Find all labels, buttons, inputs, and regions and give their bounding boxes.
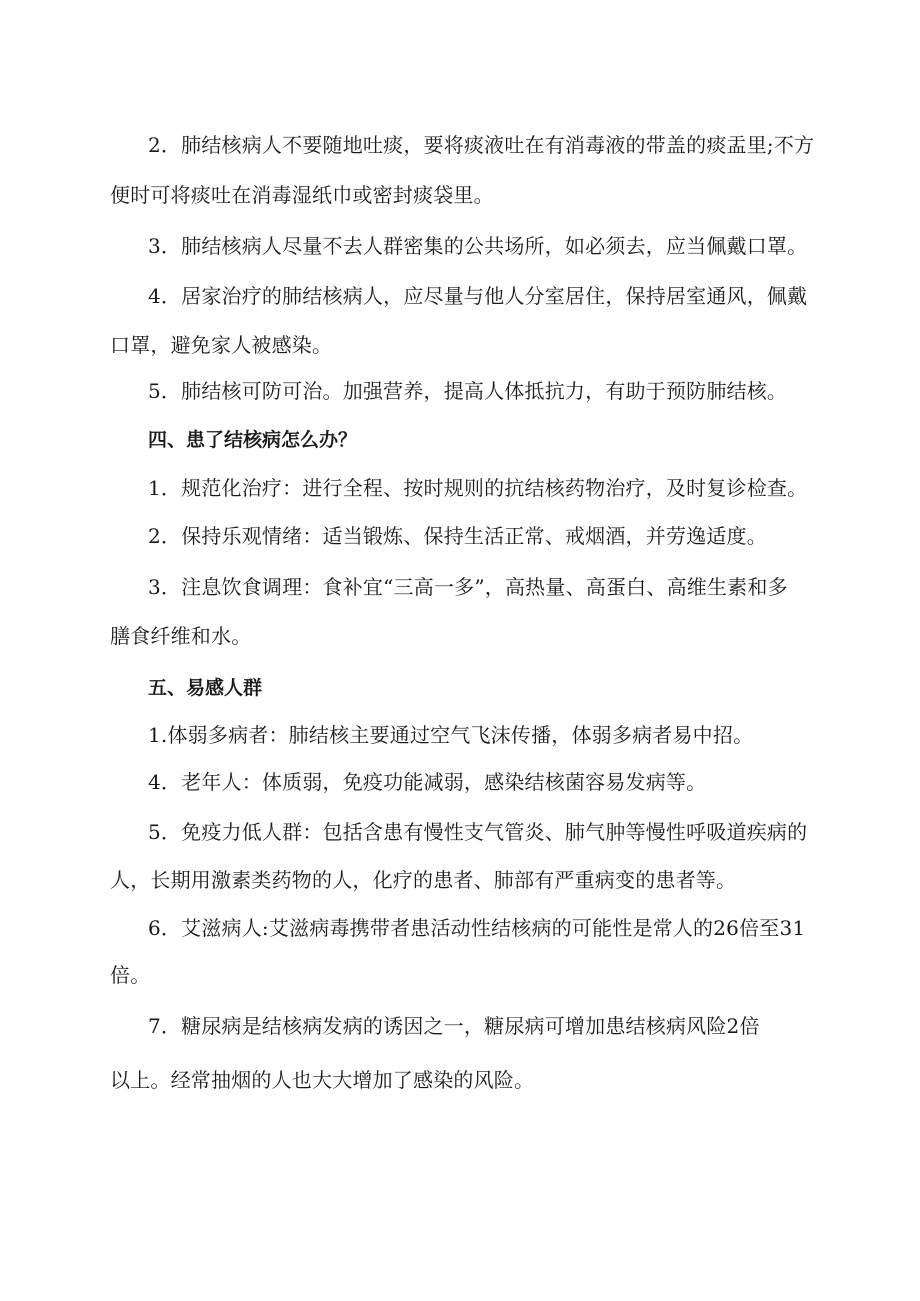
paragraph-line: 4．居家治疗的肺结核病人，应尽量与他人分室居住，保持居室通风，佩戴 [148, 284, 808, 308]
list-item: 5．免疫力低人群：包括含患有慢性支气管炎、肺气肿等慢性呼吸道疾病的 [148, 820, 808, 844]
section-heading: 四、患了结核病怎么办？ [148, 429, 358, 451]
section-heading: 五、易感人群 [148, 677, 263, 699]
list-item: 4．老年人：体质弱，免疫功能减弱，感染结核菌容易发病等。 [148, 770, 707, 794]
paragraph-line: 便时可将痰吐在消毒湿纸巾或密封痰袋里。 [110, 183, 494, 207]
list-item-continuation: 膳食纤维和水。 [110, 624, 252, 648]
list-item: 2．保持乐观情绪：适当锻炼、保持生活正常、戒烟酒，并劳逸适度。 [148, 524, 767, 548]
list-item-continuation: 倍。 [110, 963, 151, 987]
paragraph-line: 3．肺结核病人尽量不去人群密集的公共场所，如必须去，应当佩戴口罩。 [148, 234, 808, 258]
list-item-continuation: 以上。经常抽烟的人也大大增加了感染的风险。 [110, 1068, 535, 1092]
list-item: 7．糖尿病是结核病发病的诱因之一，糖尿病可增加患结核病风险2倍 [148, 1014, 760, 1038]
list-item: 6．艾滋病人:艾滋病毒携带者患活动性结核病的可能性是常人的26倍至31 [148, 916, 806, 940]
paragraph-line: 口罩，避免家人被感染。 [110, 333, 333, 357]
list-item: 1.体弱多病者：肺结核主要通过空气飞沫传播，体弱多病者易中招。 [148, 723, 754, 747]
list-item: 1．规范化治疗：进行全程、按时规则的抗结核药物治疗，及时复诊检查。 [148, 476, 808, 500]
paragraph-line: 5．肺结核可防可治。加强营养，提高人体抵抗力，有助于预防肺结核。 [148, 379, 788, 403]
list-item-continuation: 人，长期用激素类药物的人，化疗的患者、肺部有严重病变的患者等。 [110, 868, 737, 892]
list-item: 3．注息饮食调理：食补宜“三高一多”，高热量、高蛋白、高维生素和多 [148, 575, 788, 599]
paragraph-line: 2．肺结核病人不要随地吐痰，要将痰液吐在有消毒液的带盖的痰盂里;不方 [148, 133, 815, 157]
